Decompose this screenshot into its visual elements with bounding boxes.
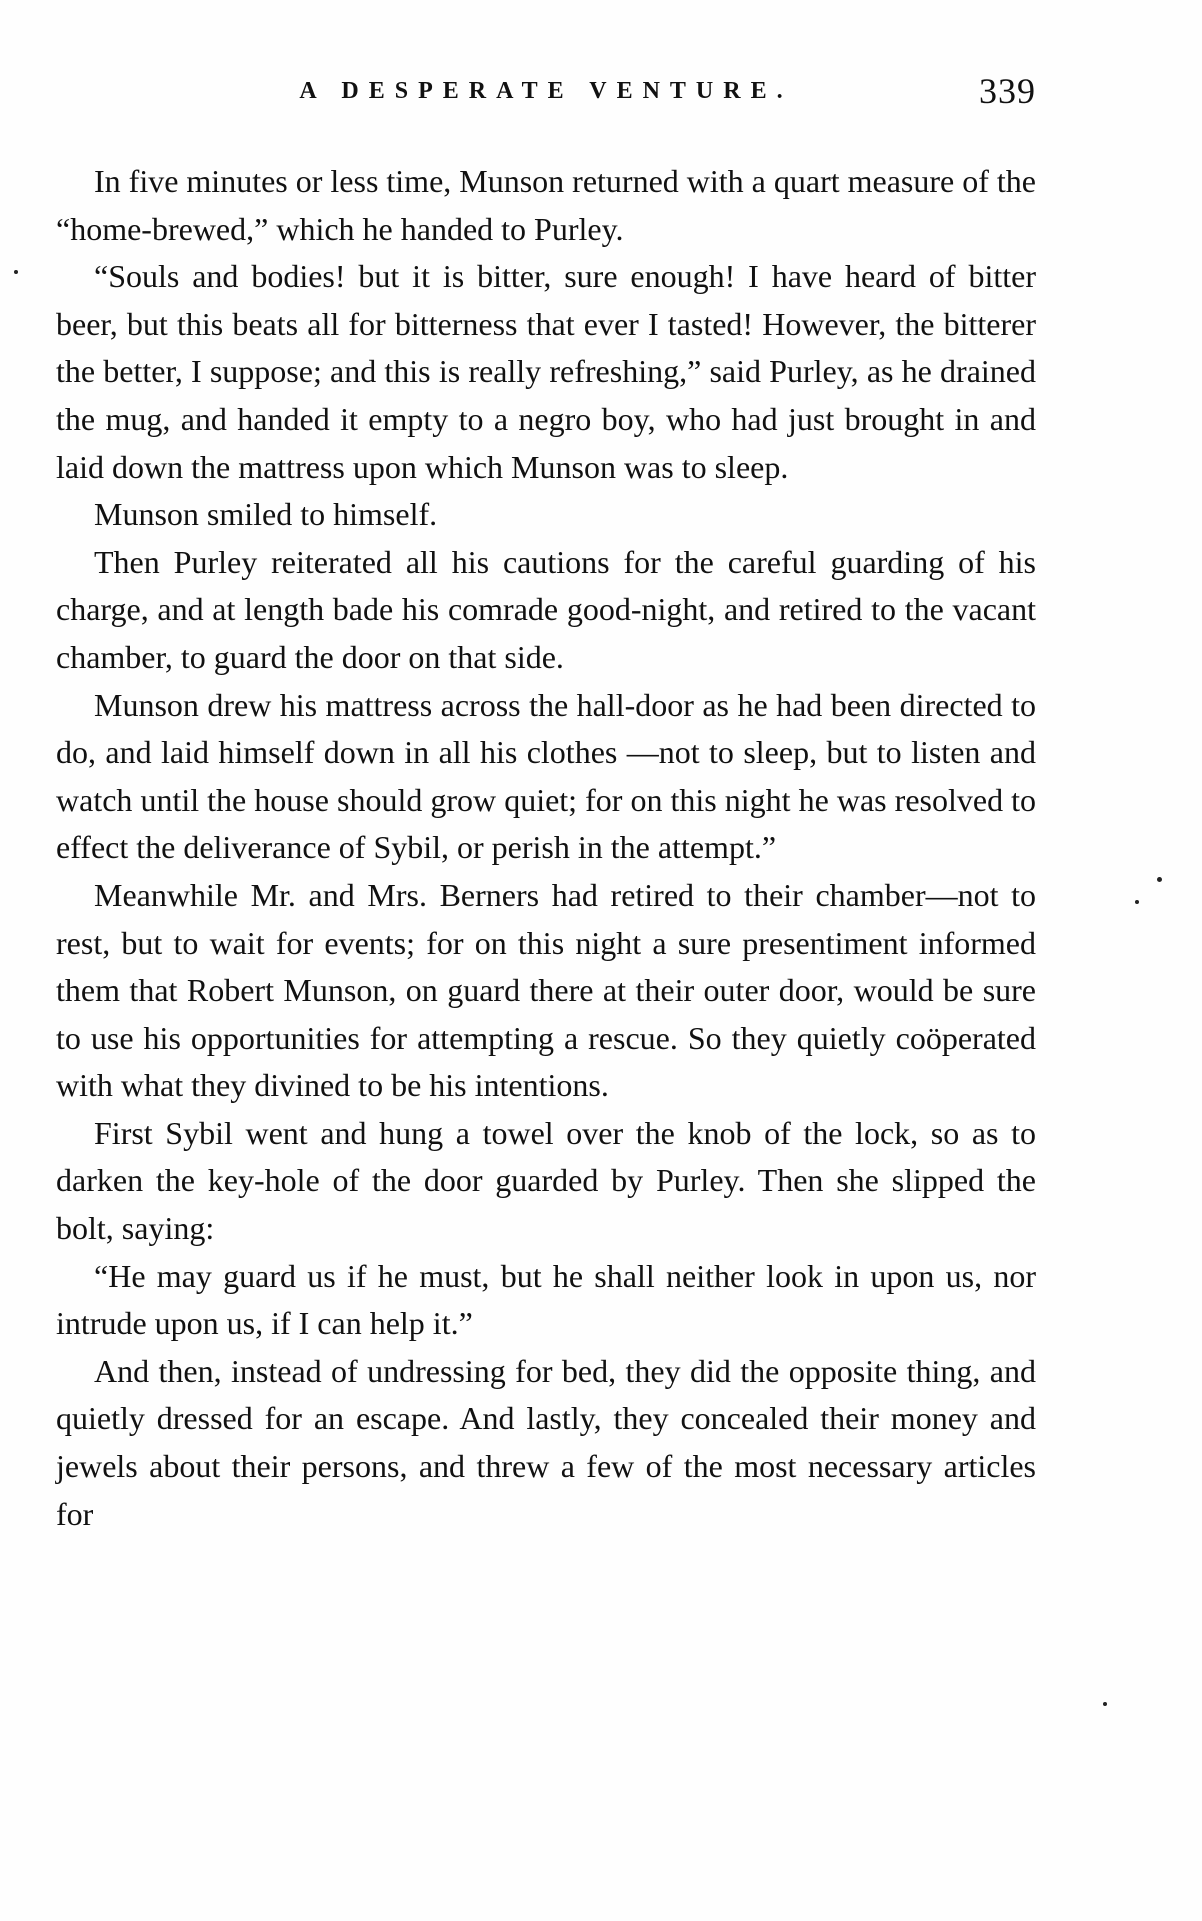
paragraph: Then Purley reiterated all his cautions for the careful guarding of his charge, and at length bade his comrade good-night, and retired to the vacant chamber, to guard the door on that side. [56,543,1036,675]
ink-speck [1135,900,1139,904]
page-number: 339 [979,71,1036,111]
paragraph: In five minutes or less time, Munson returned with a quart measure of the “home-brewed,” which he handed to Purley. [56,163,1036,247]
paragraph: Munson drew his mattress across the hall-door as he had been directed to do, and laid himself down in all his clothes —not to sleep, but to listen and watch until the house should grow quiet; for on this night he was resolved to effect the deliverance of Sybil, or perish in the attempt.” [56,686,1036,866]
ink-speck [14,270,18,274]
paragraph: And then, instead of undressing for bed, they did the opposite thing, and quietly dressed for an escape. And lastly, they concealed their money and jewels about their persons, and threw a few of the most necessary articles for [56,1352,1036,1532]
running-head [56,70,1036,120]
ink-speck [1103,1702,1107,1706]
body-text [56,158,1036,1538]
paragraph: Meanwhile Mr. and Mrs. Berners had retired to their chamber—not to rest, but to wait for events; for on this night a sure presentiment informed them that Robert Munson, on guard there at their outer door, would be sure to use his opportunities for attempting a rescue. So they quietly coöperated with what they divined to be his intentions. [56,876,1036,1104]
paragraph: Munson smiled to himself. [94,496,438,533]
paragraph: “Souls and bodies! but it is bitter, sure enough! I have heard of bitter beer, but this beats all for bitterness that ever I tasted! However, the bitterer the better, I suppose; and this is really refreshing,” said Purley, as he drained the mug, and handed it empty to a negro boy, who had just brought in and laid down the mattress upon which Munson was to sleep. [56,258,1036,485]
paragraph: “He may guard us if he must, but he shall neither look in upon us, nor intrude upon us, if I can help it.” [56,1257,1036,1342]
running-title: A DESPERATE VENTURE. [299,78,793,104]
paragraph: First Sybil went and hung a towel over the knob of the lock, so as to darken the key-hole of the door guarded by Purley. Then she slipped the bolt, saying: [56,1114,1036,1247]
ink-speck [1157,877,1162,882]
